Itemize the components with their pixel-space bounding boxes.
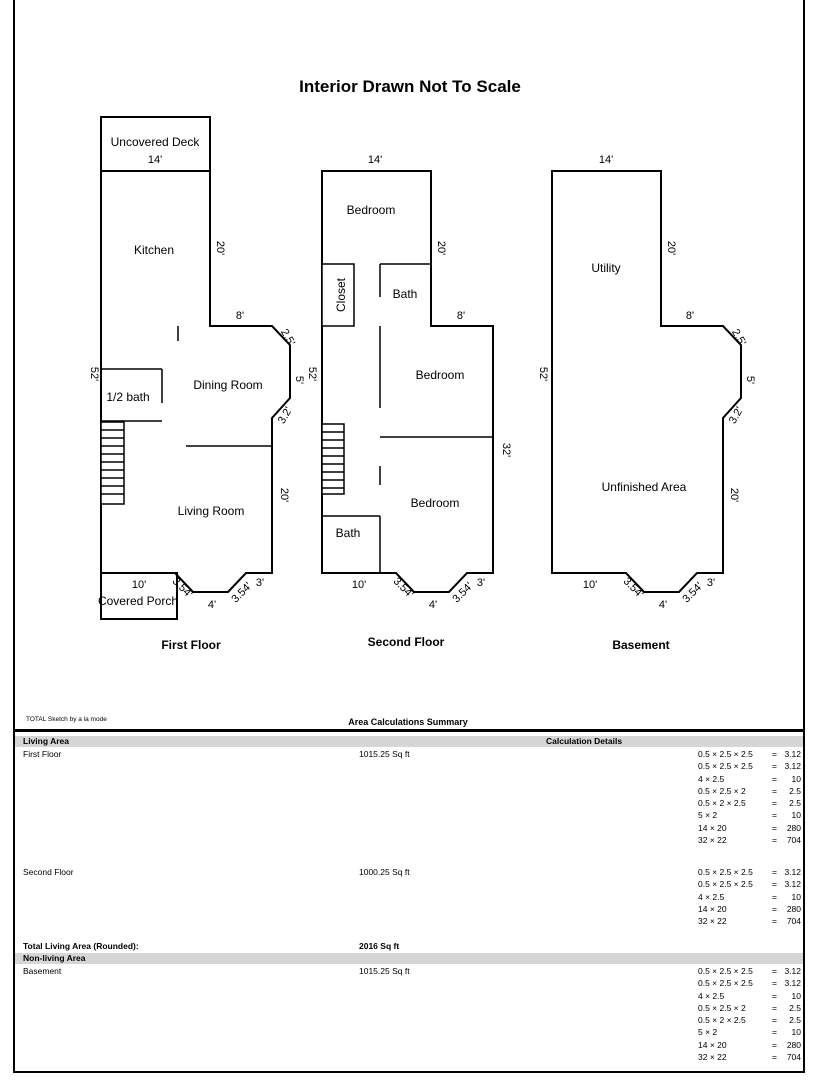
dim-second-top: 14' [367,154,383,166]
calc-expression: 14 × 20 [698,822,727,833]
calc-expression: 0.5 × 2 × 2.5 [698,798,746,809]
dim-second-right-lower: 32' [500,442,512,458]
label-bedroom-low: Bedroom [410,496,460,510]
calc-value: 2.5 [789,1002,801,1013]
label-bedroom-mid: Bedroom [415,368,465,382]
dim-base-top: 14' [598,154,614,166]
calc-expression: 4 × 2.5 [698,990,725,1001]
calc-row [698,786,804,798]
dim-base-right-upper: 20' [665,240,677,256]
dim-first-left: 52' [88,366,100,382]
second-floor-area: 1000.25 Sq ft [359,867,410,877]
calc-equals: = [772,810,777,821]
calc-value: 10 [791,891,801,902]
calc-row [698,798,804,810]
calc-value: 280 [786,1039,801,1050]
dim-first-mid: 4' [207,599,217,611]
calc-value: 280 [786,822,801,833]
calc-expression: 32 × 22 [698,916,727,927]
dim-second-notch: 8' [456,310,466,322]
label-utility: Utility [591,261,621,275]
calc-equals: = [772,785,777,796]
first-floor-area: 1015.25 Sq ft [359,749,410,759]
calc-expression: 0.5 × 2.5 × 2.5 [698,867,753,877]
dim-base-end: 3' [706,577,716,589]
summary-divider [13,729,805,732]
calc-expression: 14 × 20 [698,1039,727,1050]
calc-value: 280 [786,903,801,914]
calc-value: 704 [786,1052,801,1063]
calc-value: 2.5 [789,785,801,796]
dim-second-left: 52' [306,366,318,382]
calc-value: 10 [791,810,801,821]
calc-row [698,749,804,761]
calc-value: 3.12 [784,749,801,759]
calc-equals: = [772,1052,777,1063]
calc-row [698,1027,804,1039]
calc-equals: = [772,903,777,914]
label-covered-porch: Covered Porch [97,594,179,608]
dim-first-bottom-left: 10' [131,579,147,591]
calc-equals: = [772,916,777,927]
calc-row [698,761,804,773]
dim-first-angle1: 2.5' [278,326,298,349]
calc-expression: 5 × 2 [698,810,718,821]
label-closet: Closet [334,277,348,313]
calc-expression: 0.5 × 2.5 × 2 [698,785,746,796]
calc-value: 3.12 [784,978,801,989]
label-half-bath: 1/2 bath [106,390,150,404]
calc-expression: 32 × 22 [698,1052,727,1063]
label-dining-room: Dining Room [193,378,263,392]
dim-base-notch: 8' [685,310,695,322]
living-area-header [15,736,803,747]
dim-first-end: 3' [255,577,265,589]
calc-value: 704 [786,835,801,846]
calc-equals: = [772,966,777,976]
label-kitchen: Kitchen [133,243,175,257]
calc-row [698,904,804,916]
calc-equals: = [772,1002,777,1013]
calc-equals: = [772,1027,777,1038]
calc-expression: 0.5 × 2.5 × 2.5 [698,978,753,989]
calc-row [698,810,804,822]
caption-basement: Basement [612,638,670,652]
calc-row [698,835,804,847]
calc-expression: 5 × 2 [698,1027,718,1038]
calc-row [698,1003,804,1015]
calc-value: 2.5 [789,798,801,809]
summary-title: Area Calculations Summary [348,717,468,727]
calc-expression: 4 × 2.5 [698,891,725,902]
calc-value: 3.12 [784,879,801,890]
total-living-label: Total Living Area (Rounded): [23,941,139,951]
dim-base-bottom-left: 10' [582,579,598,591]
calc-expression: 32 × 22 [698,835,727,846]
calc-equals: = [772,867,777,877]
dim-second-diag2: 3.54' [450,580,476,606]
label-bath-low: Bath [335,526,361,540]
calc-expression: 0.5 × 2.5 × 2.5 [698,966,753,976]
calc-expression: 0.5 × 2 × 2.5 [698,1015,746,1026]
dim-first-notch: 8' [235,310,245,322]
calc-value: 3.12 [784,966,801,976]
calc-value: 704 [786,916,801,927]
calc-row [698,823,804,835]
calc-equals: = [772,978,777,989]
non-living-label: Non-living Area [23,953,86,963]
calc-row [698,991,804,1003]
calc-row [698,916,804,928]
calc-equals: = [772,761,777,772]
calc-value: 3.12 [784,867,801,877]
dim-base-right-lower: 20' [728,487,740,503]
calc-equals: = [772,990,777,1001]
label-unfinished-area: Unfinished Area [601,480,687,494]
calc-row [698,1040,804,1052]
basement-plan [537,154,756,652]
dim-base-mid: 4' [658,599,668,611]
calc-expression: 0.5 × 2.5 × 2.5 [698,879,753,890]
calc-value: 10 [791,990,801,1001]
basement-area: 1015.25 Sq ft [359,966,410,976]
calc-value: 10 [791,773,801,784]
second-floor-plan [306,154,512,649]
dim-second-diag1: 3.54' [390,575,416,601]
calc-equals: = [772,798,777,809]
stairs-second [322,424,344,494]
dim-base-bay: 5' [744,375,756,385]
calc-value: 3.12 [784,761,801,772]
calc-row [698,1015,804,1027]
second-floor-name: Second Floor [23,867,74,877]
dim-base-diag1: 3.54' [620,575,646,601]
total-living-value: 2016 Sq ft [359,941,400,951]
calc-value: 2.5 [789,1015,801,1026]
dim-first-right-lower: 20' [278,487,290,503]
calc-expression: 4 × 2.5 [698,773,725,784]
calc-expression: 0.5 × 2.5 × 2.5 [698,749,753,759]
calc-row [698,978,804,990]
basement-outline [552,171,741,592]
dim-second-end: 3' [476,577,486,589]
stairs-first [101,422,124,504]
first-floor-calcs [698,749,804,847]
page-title: Interior Drawn Not To Scale [299,77,521,96]
calc-value: 10 [791,1027,801,1038]
calc-row [698,867,804,879]
second-floor-calcs [698,867,804,928]
dim-first-diag2: 3.54' [229,580,255,606]
first-floor-name: First Floor [23,749,62,759]
label-bath-top: Bath [392,287,418,301]
footer-left: TOTAL Sketch by a la mode [26,716,107,723]
dim-base-diag2: 3.54' [680,580,706,606]
calc-equals: = [772,749,777,759]
basement-name: Basement [23,966,62,976]
calc-expression: 0.5 × 2.5 × 2.5 [698,761,753,772]
calc-expression: 14 × 20 [698,903,727,914]
dim-first-bay: 5' [293,375,305,385]
dim-first-diag1: 3.54' [169,575,195,601]
label-bedroom-top: Bedroom [346,203,396,217]
caption-first-floor: First Floor [161,638,221,652]
calc-equals: = [772,773,777,784]
calc-row [698,1052,804,1064]
dim-second-mid: 4' [428,599,438,611]
basement-calcs [698,966,804,1064]
dim-second-right-upper: 20' [435,240,447,256]
calc-equals: = [772,1039,777,1050]
non-living-header [15,953,803,964]
dim-first-right-upper: 20' [214,240,226,256]
caption-second-floor: Second Floor [367,635,445,649]
calc-row [698,966,804,978]
calc-equals: = [772,835,777,846]
calc-row [698,774,804,786]
label-living-room: Living Room [177,504,245,518]
dim-base-left: 52' [537,366,549,382]
calc-equals: = [772,879,777,890]
dim-second-bottom-left: 10' [351,579,367,591]
calc-equals: = [772,891,777,902]
dim-base-angle1: 2.5' [729,326,749,349]
calc-row [698,879,804,891]
living-area-label: Living Area [23,736,69,746]
calc-details-label: Calculation Details [546,736,623,746]
calc-row [698,892,804,904]
dim-base-angle3: 3.2' [726,404,746,427]
calc-equals: = [772,1015,777,1026]
dim-first-top: 14' [147,154,163,166]
dim-first-angle3: 3.2' [275,404,295,427]
calc-equals: = [772,822,777,833]
first-floor-plan [88,117,305,652]
calc-expression: 0.5 × 2.5 × 2 [698,1002,746,1013]
label-uncovered-deck: Uncovered Deck [110,135,200,149]
